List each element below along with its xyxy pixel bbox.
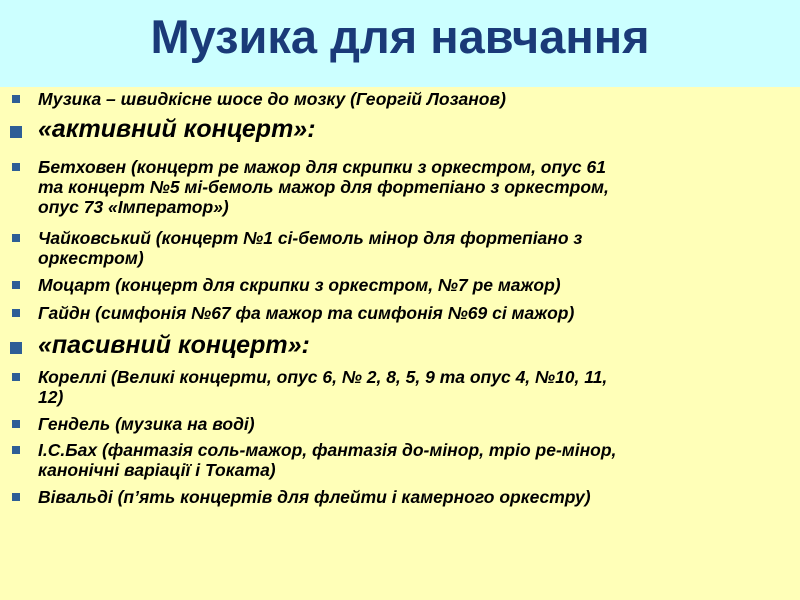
square-bullet-icon — [10, 126, 22, 138]
list-item-text: «активний концерт»: — [38, 115, 316, 143]
square-bullet-icon — [12, 163, 20, 171]
square-bullet-icon — [12, 309, 20, 317]
square-bullet-icon — [12, 420, 20, 428]
square-bullet-icon — [12, 234, 20, 242]
square-bullet-icon — [12, 373, 20, 381]
list-item-text: Вівальді (п’ять концертів для флейти і камерного оркестру) — [38, 487, 591, 507]
list-item-text: Музика – швидкісне шосе до мозку (Георгій Лозанов) — [38, 89, 506, 109]
slide-title: Музика для навчання — [150, 10, 650, 63]
list-item-text: І.С.Бах (фантазія соль-мажор, фантазія до-мінор, тріо ре-мінор, канонічні варіації і Токата) — [38, 440, 617, 480]
square-bullet-icon — [12, 493, 20, 501]
list-item-text: Гендель (музика на воді) — [38, 414, 255, 434]
list-item-text: «пасивний концерт»: — [38, 331, 310, 359]
list-item-text: Гайдн (симфонія №67 фа мажор та симфонія №69 сі мажор) — [38, 303, 575, 323]
list-item-text: Чайковський (концерт №1 сі-бемоль мінор для фортепіано з оркестром) — [38, 228, 583, 268]
square-bullet-icon — [12, 281, 20, 289]
square-bullet-icon — [10, 342, 22, 354]
list-item-text: Бетховен (концерт ре мажор для скрипки з оркестром, опус 61 та концерт №5 мі-бемоль мажор для фортепіано з оркестром, опус 73 «Імператор») — [38, 157, 609, 217]
list-item-text: Моцарт (концерт для скрипки з оркестром, №7 ре мажор) — [38, 275, 561, 295]
square-bullet-icon — [12, 95, 20, 103]
square-bullet-icon — [12, 446, 20, 454]
list-item-text: Кореллі (Великі концерти, опус 6, № 2, 8, 5, 9 та опус 4, №10, 11, 12) — [38, 367, 608, 407]
